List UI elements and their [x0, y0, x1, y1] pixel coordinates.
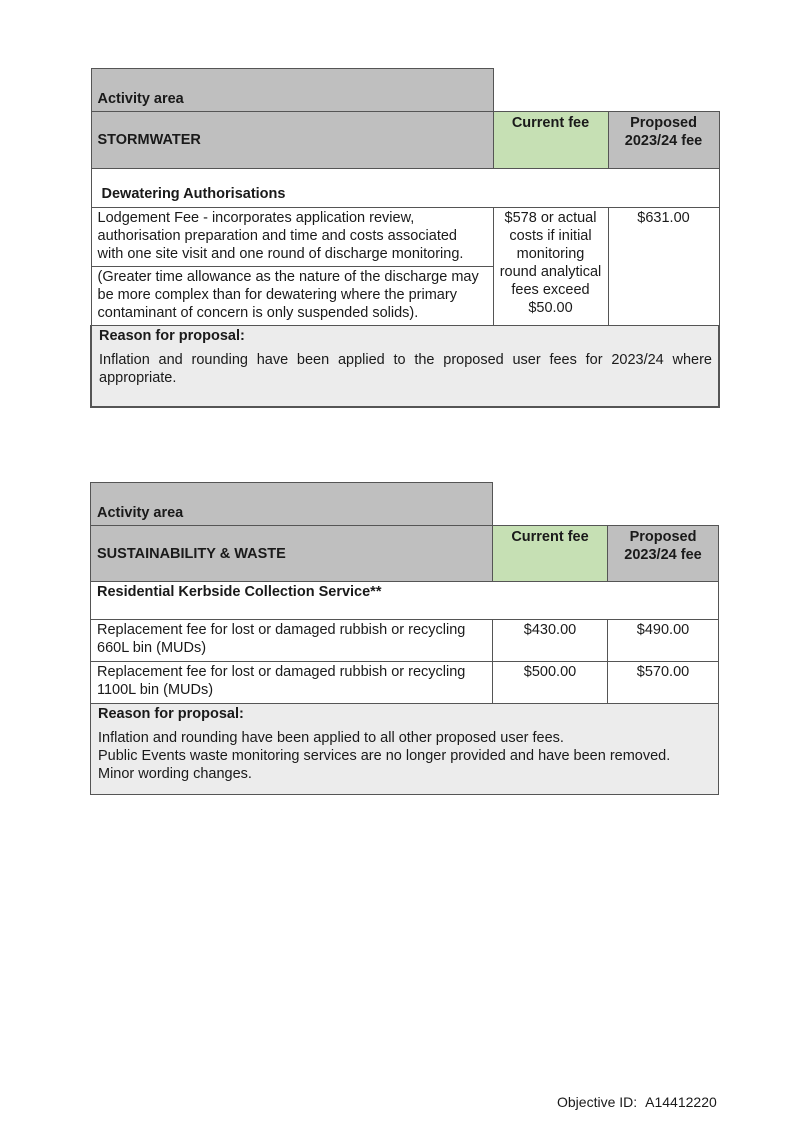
blank-header-cell [493, 483, 719, 526]
proposed-fee-value: $570.00 [608, 662, 719, 704]
proposed-fee-value: $631.00 [608, 208, 719, 326]
current-fee-value: $500.00 [493, 662, 608, 704]
activity-area-label: Activity area [91, 69, 493, 112]
proposed-fee-value: $490.00 [608, 620, 719, 662]
activity-area-label: Activity area [91, 483, 493, 526]
fee-description: Replacement fee for lost or damaged rubbish or recycling 660L bin (MUDs) [91, 620, 493, 662]
current-fee-value: $578 or actual costs if initial monitoring round analytical fees exceed $50.00 [493, 208, 608, 326]
proposed-fee-header: Proposed 2023/24 fee [608, 526, 719, 582]
current-fee-header: Current fee [493, 526, 608, 582]
section-heading: Dewatering Authorisations [91, 169, 719, 208]
section-heading: Residential Kerbside Collection Service** [91, 582, 719, 620]
current-fee-value: $430.00 [493, 620, 608, 662]
reason-text-line: Minor wording changes. [98, 766, 252, 782]
reason-label: Reason for proposal: [98, 706, 244, 722]
reason-text-line: Inflation and rounding have been applied to all other proposed user fees. [98, 730, 564, 746]
objective-id-value: A14412220 [645, 1094, 717, 1110]
fee-description: Lodgement Fee - incorporates application review, authorisation preparation and time and costs associated with one site visit and one round of discharge monitoring. [91, 208, 493, 267]
current-fee-header: Current fee [493, 112, 608, 169]
fee-description-note: (Greater time allowance as the nature of the discharge may be more complex than for dewatering where the primary contaminant of concern is only suspended solids). [91, 267, 493, 326]
reason-text-line: Public Events waste monitoring services are no longer provided and have been removed. [98, 748, 671, 764]
objective-id-footer [557, 1094, 717, 1110]
proposed-fee-header: Proposed 2023/24 fee [608, 112, 719, 169]
activity-area-name: STORMWATER [91, 112, 493, 169]
reason-for-proposal [91, 704, 719, 795]
objective-id-label: Objective ID: [557, 1094, 638, 1110]
reason-text: Inflation and rounding have been applied to the proposed user fees for 2023/24 where appropriate. [99, 352, 712, 386]
blank-header-cell [493, 69, 719, 112]
sustainability-waste-fee-table [90, 482, 718, 795]
stormwater-fee-table [90, 68, 718, 408]
reason-for-proposal [91, 326, 719, 408]
fee-description: Replacement fee for lost or damaged rubbish or recycling 1100L bin (MUDs) [91, 662, 493, 704]
activity-area-name: SUSTAINABILITY & WASTE [91, 526, 493, 582]
reason-label: Reason for proposal: [99, 328, 245, 344]
